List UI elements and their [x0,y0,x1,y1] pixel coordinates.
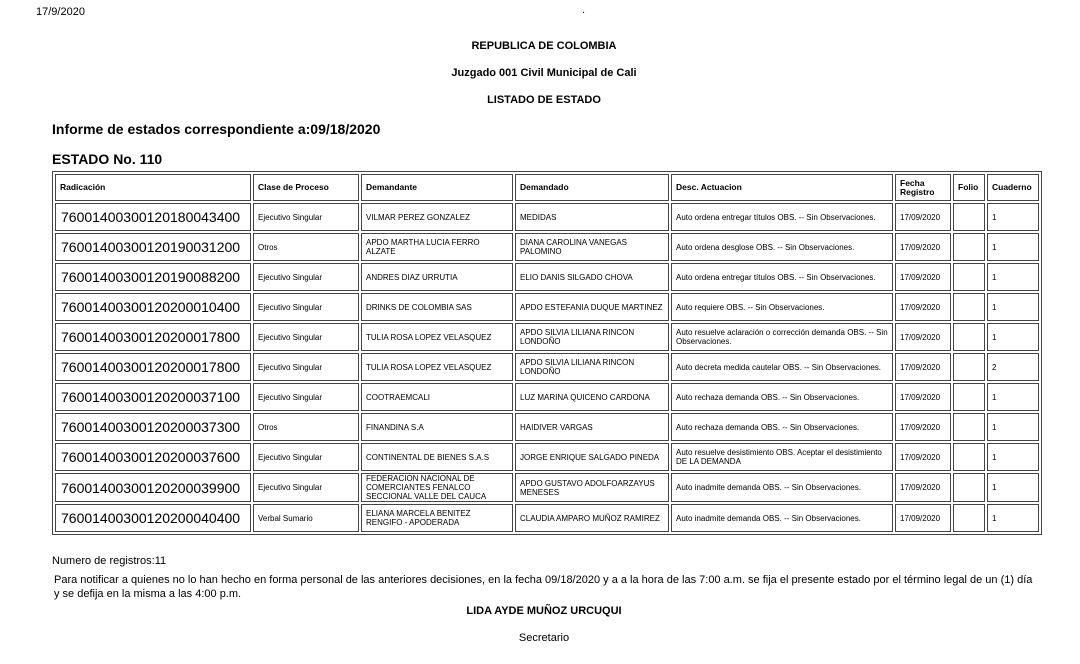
demandante-cell: ELIANA MARCELA BENITEZ RENGIFO - APODERADA [361,504,513,532]
desc-actuacion-cell: Auto resuelve aclaración o corrección demanda OBS. -- Sin Observaciones. [671,323,893,351]
signer-name: LIDA AYDE MUÑOZ URCUQUI [466,605,622,617]
demandado-cell: ELIO DANIS SILGADO CHOVA [515,263,669,291]
document-heading: LISTADO DE ESTADO [487,94,601,106]
demandante-cell: CONTINENTAL DE BIENES S.A.S [361,443,513,471]
folio-cell [953,473,985,502]
cuaderno-cell: 1 [987,383,1039,411]
header-clase-proceso: Clase de Proceso [253,174,359,201]
cuaderno-cell: 1 [987,203,1039,231]
cuaderno-cell: 1 [987,233,1039,261]
demandado-cell: APDO SILVIA LILIANA RINCON LONDOÑO [515,323,669,351]
header-demandante: Demandante [361,174,513,201]
folio-cell [953,413,985,441]
clase-proceso-cell: Ejecutivo Singular [253,383,359,411]
clase-proceso-cell: Ejecutivo Singular [253,203,359,231]
radicacion-cell: 76001400300120200017800 [55,323,251,351]
desc-actuacion-cell: Auto resuelve desistimiento OBS. Aceptar el desistimiento DE LA DEMANDA [671,443,893,471]
fecha-registro-cell: 17/09/2020 [895,383,951,411]
table-row [55,413,1039,441]
clase-proceso-cell: Ejecutivo Singular [253,263,359,291]
table-row [55,263,1039,291]
fecha-registro-cell: 17/09/2020 [895,233,951,261]
fecha-registro-cell: 17/09/2020 [895,203,951,231]
table-row [55,323,1039,351]
estados-table [52,171,1042,535]
fecha-registro-cell: 17/09/2020 [895,353,951,381]
table-header-row [55,174,1039,201]
clase-proceso-cell: Ejecutivo Singular [253,293,359,321]
cuaderno-cell: 1 [987,443,1039,471]
clase-proceso-cell: Ejecutivo Singular [253,353,359,381]
country-heading: REPUBLICA DE COLOMBIA [471,40,617,52]
fecha-registro-cell: 17/09/2020 [895,323,951,351]
folio-cell [953,263,985,291]
table-row [55,383,1039,411]
desc-actuacion-cell: Auto rechaza demanda OBS. -- Sin Observaciones. [671,413,893,441]
folio-cell [953,293,985,321]
demandante-cell: ANDRES DIAZ URRUTIA [361,263,513,291]
desc-actuacion-cell: Auto rechaza demanda OBS. -- Sin Observaciones. [671,383,893,411]
demandante-cell: VILMAR PEREZ GONZALEZ [361,203,513,231]
radicacion-cell: 76001400300120200037600 [55,443,251,471]
radicacion-cell: 76001400300120200039900 [55,473,251,502]
report-title: Informe de estados correspondiente a:09/18/2020 [52,121,381,137]
demandado-cell: APDO GUSTAVO ADOLFOARZAYUS MENESES [515,473,669,502]
demandante-cell: TULIA ROSA LOPEZ VELASQUEZ [361,323,513,351]
demandado-cell: APDO SILVIA LILIANA RINCON LONDOÑO [515,353,669,381]
desc-actuacion-cell: Auto inadmite demanda OBS. -- Sin Observaciones. [671,504,893,532]
demandante-cell: DRINKS DE COLOMBIA SAS [361,293,513,321]
clase-proceso-cell: Verbal Sumario [253,504,359,532]
clase-proceso-cell: Ejecutivo Singular [253,473,359,502]
record-count: Numero de registros:11 [52,555,167,567]
table-row [55,203,1039,231]
radicacion-cell: 76001400300120200037100 [55,383,251,411]
radicacion-cell: 76001400300120180043400 [55,203,251,231]
demandado-cell: CLAUDIA AMPARO MUÑOZ RAMIREZ [515,504,669,532]
folio-cell [953,504,985,532]
folio-cell [953,203,985,231]
fecha-registro-cell: 17/09/2020 [895,473,951,502]
estado-number: ESTADO No. 110 [52,151,163,167]
desc-actuacion-cell: Auto ordena entregar títulos OBS. -- Sin Observaciones. [671,263,893,291]
clase-proceso-cell: Ejecutivo Singular [253,443,359,471]
header-folio: Folio [953,174,985,201]
desc-actuacion-cell: Auto ordena entregar títulos OBS. -- Sin Observaciones. [671,203,893,231]
demandante-cell: FINANDINA S.A [361,413,513,441]
cuaderno-cell: 1 [987,323,1039,351]
clase-proceso-cell: Otros [253,413,359,441]
fecha-registro-cell: 17/09/2020 [895,443,951,471]
court-heading: Juzgado 001 Civil Municipal de Cali [451,67,637,79]
signer-role: Secretario [518,632,570,644]
folio-cell [953,383,985,411]
desc-actuacion-cell: Auto inadmite demanda OBS. -- Sin Observaciones. [671,473,893,502]
desc-actuacion-cell: Auto decreta medida cautelar OBS. -- Sin Observaciones. [671,353,893,381]
table-row [55,353,1039,381]
table-row [55,473,1039,502]
radicacion-cell: 76001400300120190031200 [55,233,251,261]
radicacion-cell: 76001400300120200040400 [55,504,251,532]
cuaderno-cell: 1 [987,293,1039,321]
header-radicacion: Radicación [55,174,251,201]
demandante-cell: FEDERACION NACIONAL DE COMERCIANTES FENALCO SECCIONAL VALLE DEL CAUCA [361,473,513,502]
header-demandado: Demandado [515,174,669,201]
desc-actuacion-cell: Auto requiere OBS. -- Sin Observaciones. [671,293,893,321]
cuaderno-cell: 1 [987,473,1039,502]
desc-actuacion-cell: Auto ordena desglose OBS. -- Sin Observaciones. [671,233,893,261]
demandado-cell: LUZ MARINA QUICENO CARDONA [515,383,669,411]
fecha-registro-cell: 17/09/2020 [895,504,951,532]
table-row [55,293,1039,321]
demandado-cell: JORGE ENRIQUE SALGADO PINEDA [515,443,669,471]
cuaderno-cell: 1 [987,504,1039,532]
demandante-cell: APDO MARTHA LUCIA FERRO ALZATE [361,233,513,261]
demandado-cell: APDO ESTEFANIA DUQUE MARTINEZ [515,293,669,321]
demandado-cell: MEDIDAS [515,203,669,231]
table-row [55,504,1039,532]
print-mark: . [582,4,586,16]
clase-proceso-cell: Otros [253,233,359,261]
radicacion-cell: 76001400300120190088200 [55,263,251,291]
radicacion-cell: 76001400300120200037300 [55,413,251,441]
folio-cell [953,233,985,261]
demandante-cell: COOTRAEMCALI [361,383,513,411]
cuaderno-cell: 1 [987,263,1039,291]
cuaderno-cell: 2 [987,353,1039,381]
fecha-registro-cell: 17/09/2020 [895,263,951,291]
table-row [55,233,1039,261]
folio-cell [953,443,985,471]
header-desc-actuacion: Desc. Actuacion [671,174,893,201]
header-cuaderno: Cuaderno [987,174,1039,201]
fecha-registro-cell: 17/09/2020 [895,293,951,321]
print-date: 17/9/2020 [36,6,85,18]
radicacion-cell: 76001400300120200010400 [55,293,251,321]
header-fecha-registro: Fecha Registro [895,174,951,201]
demandado-cell: HAIDIVER VARGAS [515,413,669,441]
folio-cell [953,353,985,381]
folio-cell [953,323,985,351]
table-row [55,443,1039,471]
notice-paragraph: Para notificar a quienes no lo han hecho en forma personal de las anteriores decisiones, en la fecha 09/18/2020 y a a la hora de las 7:00 a.m. se fija el presente estado por el término legal de un (1) día y se defija en la misma a las 4:00 p.m. [54,574,1033,600]
demandado-cell: DIANA CAROLINA VANEGAS PALOMINO [515,233,669,261]
fecha-registro-cell: 17/09/2020 [895,413,951,441]
cuaderno-cell: 1 [987,413,1039,441]
radicacion-cell: 76001400300120200017800 [55,353,251,381]
clase-proceso-cell: Ejecutivo Singular [253,323,359,351]
demandante-cell: TULIA ROSA LOPEZ VELASQUEZ [361,353,513,381]
